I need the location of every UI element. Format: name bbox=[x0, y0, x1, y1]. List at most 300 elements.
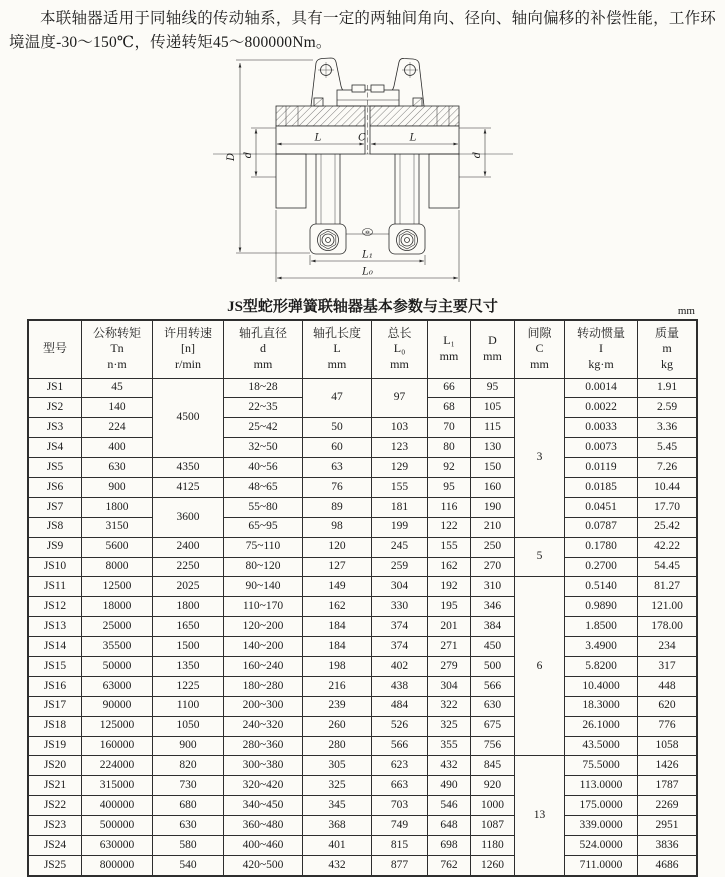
table-cell: 25000 bbox=[82, 617, 153, 637]
table-cell: 711.0000 bbox=[565, 855, 638, 875]
table-cell: 749 bbox=[372, 816, 428, 836]
table-row bbox=[28, 597, 697, 617]
table-cell: 400~460 bbox=[224, 836, 303, 856]
table-cell: 240~320 bbox=[224, 716, 303, 736]
table-cell: 160 bbox=[471, 477, 515, 497]
model-cell: JS17 bbox=[28, 696, 82, 716]
table-cell: 18000 bbox=[82, 597, 153, 617]
column-header: 质量 m kg bbox=[638, 320, 698, 378]
table-cell: 127 bbox=[303, 557, 372, 577]
table-row bbox=[28, 676, 697, 696]
table-cell: 12500 bbox=[82, 577, 153, 597]
model-cell: JS21 bbox=[28, 776, 82, 796]
table-cell: 245 bbox=[372, 537, 428, 557]
model-cell: JS18 bbox=[28, 716, 82, 736]
table-cell: 1260 bbox=[471, 855, 515, 875]
table-cell: 0.0185 bbox=[565, 477, 638, 497]
table-cell: 121.00 bbox=[638, 597, 698, 617]
table-cell: 130 bbox=[471, 438, 515, 458]
table-cell: 1225 bbox=[153, 676, 224, 696]
table-head bbox=[28, 320, 697, 378]
table-cell: 160000 bbox=[82, 736, 153, 756]
table-cell: 1500 bbox=[153, 637, 224, 657]
table-cell: 815 bbox=[372, 836, 428, 856]
model-cell: JS23 bbox=[28, 816, 82, 836]
table-cell: 401 bbox=[303, 836, 372, 856]
column-header: D mm bbox=[471, 320, 515, 378]
table-row bbox=[28, 557, 697, 577]
table-cell: 524.0000 bbox=[565, 836, 638, 856]
table-title: JS型蛇形弹簧联轴器基本参数与主要尺寸 bbox=[227, 299, 498, 316]
table-cell: 305 bbox=[303, 756, 372, 776]
table-cell: 5.45 bbox=[638, 438, 698, 458]
table-cell: 1100 bbox=[153, 696, 224, 716]
table-cell: 0.0014 bbox=[565, 378, 638, 398]
table-cell: 210 bbox=[471, 517, 515, 537]
table-cell: 0.0119 bbox=[565, 458, 638, 478]
table-cell: 6 bbox=[515, 577, 565, 756]
table-cell: 500000 bbox=[82, 816, 153, 836]
column-header: 型号 bbox=[28, 320, 82, 378]
model-cell: JS5 bbox=[28, 458, 82, 478]
dim-label-C: C bbox=[357, 132, 366, 144]
table-cell: 374 bbox=[372, 617, 428, 637]
table-cell: 162 bbox=[303, 597, 372, 617]
table-cell: 55~80 bbox=[224, 497, 303, 517]
table-cell: 125000 bbox=[82, 716, 153, 736]
table-cell: 2025 bbox=[153, 577, 224, 597]
table-cell: 40~56 bbox=[224, 458, 303, 478]
table-cell: 195 bbox=[428, 597, 471, 617]
table-cell: 630 bbox=[82, 458, 153, 478]
table-cell: 35500 bbox=[82, 637, 153, 657]
table-cell: 4350 bbox=[153, 458, 224, 478]
table-cell: 877 bbox=[372, 855, 428, 875]
table-row bbox=[28, 517, 697, 537]
table-row bbox=[28, 776, 697, 796]
model-cell: JS15 bbox=[28, 657, 82, 677]
table-cell: 420~500 bbox=[224, 855, 303, 875]
table-row bbox=[28, 637, 697, 657]
table-cell: 2250 bbox=[153, 557, 224, 577]
table-cell: 1058 bbox=[638, 736, 698, 756]
table-cell: 5 bbox=[515, 537, 565, 577]
table-cell: 250 bbox=[471, 537, 515, 557]
dim-label-d-left: d bbox=[242, 151, 254, 159]
table-cell: 1787 bbox=[638, 776, 698, 796]
table-cell: 155 bbox=[428, 537, 471, 557]
intro-paragraph: 本联轴器适用于同轴线的传动轴系，具有一定的两轴间角向、径向、轴向偏移的补偿性能，工作环境温度-30～150℃，传递转矩45～800000Nm。 bbox=[9, 10, 716, 52]
table-cell: 2.59 bbox=[638, 398, 698, 418]
model-cell: JS8 bbox=[28, 517, 82, 537]
table-cell: 2951 bbox=[638, 816, 698, 836]
table-cell: 129 bbox=[372, 458, 428, 478]
table-body bbox=[28, 378, 697, 876]
table-cell: 432 bbox=[428, 756, 471, 776]
table-cell: 432 bbox=[303, 855, 372, 875]
table-cell: 310 bbox=[471, 577, 515, 597]
table-cell: 200~300 bbox=[224, 696, 303, 716]
table-cell: 110~170 bbox=[224, 597, 303, 617]
table-cell: 325 bbox=[303, 776, 372, 796]
table-cell: 4686 bbox=[638, 855, 698, 875]
table-cell: 1087 bbox=[471, 816, 515, 836]
column-header: 总长 L₀ mm bbox=[372, 320, 428, 378]
dim-label-D: D bbox=[225, 153, 237, 162]
table-cell: 2400 bbox=[153, 537, 224, 557]
table-cell: 580 bbox=[153, 836, 224, 856]
table-cell: 224 bbox=[82, 418, 153, 438]
table-cell: 5.8200 bbox=[565, 657, 638, 677]
table-cell: 259 bbox=[372, 557, 428, 577]
table-cell: 0.5140 bbox=[565, 577, 638, 597]
model-cell: JS25 bbox=[28, 855, 82, 875]
table-cell: 65~95 bbox=[224, 517, 303, 537]
table-row bbox=[28, 855, 697, 875]
table-cell: 620 bbox=[638, 696, 698, 716]
table-cell: 26.1000 bbox=[565, 716, 638, 736]
table-cell: 103 bbox=[372, 418, 428, 438]
table-row bbox=[28, 736, 697, 756]
table-cell: 224000 bbox=[82, 756, 153, 776]
table-cell: 1000 bbox=[471, 796, 515, 816]
column-header: 轴孔直径 d mm bbox=[224, 320, 303, 378]
unit-note: mm bbox=[677, 305, 695, 318]
table-cell: 776 bbox=[638, 716, 698, 736]
table-cell: 63000 bbox=[82, 676, 153, 696]
table-cell: 663 bbox=[372, 776, 428, 796]
table-cell: 280~360 bbox=[224, 736, 303, 756]
table-cell: 140~200 bbox=[224, 637, 303, 657]
table-cell: 330 bbox=[372, 597, 428, 617]
table-header-row bbox=[28, 320, 697, 378]
table-cell: 322 bbox=[428, 696, 471, 716]
table-cell: 900 bbox=[82, 477, 153, 497]
table-cell: 566 bbox=[471, 676, 515, 696]
table-cell: 566 bbox=[372, 736, 428, 756]
table-cell: 178.00 bbox=[638, 617, 698, 637]
table-cell: 7.26 bbox=[638, 458, 698, 478]
table-cell: 68 bbox=[428, 398, 471, 418]
table-cell: 70 bbox=[428, 418, 471, 438]
table-cell: 123 bbox=[372, 438, 428, 458]
table-cell: 1.8500 bbox=[565, 617, 638, 637]
table-cell: 279 bbox=[428, 657, 471, 677]
model-cell: JS9 bbox=[28, 537, 82, 557]
table-cell: 317 bbox=[638, 657, 698, 677]
coupling-drawing bbox=[213, 56, 513, 294]
table-cell: 184 bbox=[303, 617, 372, 637]
table-row bbox=[28, 497, 697, 517]
table-cell: 181 bbox=[372, 497, 428, 517]
table-row bbox=[28, 577, 697, 597]
column-header: 转动惯量 I kg·m bbox=[565, 320, 638, 378]
model-cell: JS11 bbox=[28, 577, 82, 597]
table-cell: 0.0451 bbox=[565, 497, 638, 517]
table-cell: 198 bbox=[303, 657, 372, 677]
table-cell: 66 bbox=[428, 378, 471, 398]
table-cell: 80~120 bbox=[224, 557, 303, 577]
table-cell: 81.27 bbox=[638, 577, 698, 597]
table-cell: 92 bbox=[428, 458, 471, 478]
table-cell: 526 bbox=[372, 716, 428, 736]
table-cell: 271 bbox=[428, 637, 471, 657]
table-cell: 149 bbox=[303, 577, 372, 597]
table-cell: 76 bbox=[303, 477, 372, 497]
table-cell: 1800 bbox=[153, 597, 224, 617]
table-cell: 1426 bbox=[638, 756, 698, 776]
table-cell: 304 bbox=[428, 676, 471, 696]
table-cell: 17.70 bbox=[638, 497, 698, 517]
model-cell: JS13 bbox=[28, 617, 82, 637]
table-row bbox=[28, 796, 697, 816]
table-cell: 4500 bbox=[153, 378, 224, 458]
table-cell: 18.3000 bbox=[565, 696, 638, 716]
table-cell: 75.5000 bbox=[565, 756, 638, 776]
table-cell: 116 bbox=[428, 497, 471, 517]
table-cell: 239 bbox=[303, 696, 372, 716]
table-cell: 345 bbox=[303, 796, 372, 816]
model-cell: JS10 bbox=[28, 557, 82, 577]
table-cell: 115 bbox=[471, 418, 515, 438]
table-cell: 3600 bbox=[153, 497, 224, 537]
table-cell: 900 bbox=[153, 736, 224, 756]
table-row bbox=[28, 418, 697, 438]
table-row bbox=[28, 696, 697, 716]
table-cell: 45 bbox=[82, 378, 153, 398]
table-row bbox=[28, 756, 697, 776]
model-cell: JS14 bbox=[28, 637, 82, 657]
table-row bbox=[28, 378, 697, 398]
table-row bbox=[28, 716, 697, 736]
table-cell: 400 bbox=[82, 438, 153, 458]
table-cell: 630 bbox=[153, 816, 224, 836]
table-cell: 180~280 bbox=[224, 676, 303, 696]
model-cell: JS16 bbox=[28, 676, 82, 696]
table-cell: 0.1780 bbox=[565, 537, 638, 557]
table-row bbox=[28, 458, 697, 478]
table-cell: 490 bbox=[428, 776, 471, 796]
model-cell: JS3 bbox=[28, 418, 82, 438]
table-cell: 22~35 bbox=[224, 398, 303, 418]
table-cell: 90~140 bbox=[224, 577, 303, 597]
table-row bbox=[28, 836, 697, 856]
table-cell: 0.0073 bbox=[565, 438, 638, 458]
table-cell: 140 bbox=[82, 398, 153, 418]
model-cell: JS12 bbox=[28, 597, 82, 617]
model-cell: JS22 bbox=[28, 796, 82, 816]
table-cell: 95 bbox=[471, 378, 515, 398]
table-cell: 216 bbox=[303, 676, 372, 696]
table-cell: 60 bbox=[303, 438, 372, 458]
table-title-row bbox=[0, 296, 725, 318]
column-header: 间隙 C mm bbox=[515, 320, 565, 378]
table-cell: 184 bbox=[303, 637, 372, 657]
dim-label-d-right: d bbox=[471, 151, 483, 159]
table-cell: 756 bbox=[471, 736, 515, 756]
table-cell: 270 bbox=[471, 557, 515, 577]
table-cell: 42.22 bbox=[638, 537, 698, 557]
table-cell: 80 bbox=[428, 438, 471, 458]
table-row bbox=[28, 537, 697, 557]
model-cell: JS6 bbox=[28, 477, 82, 497]
table-cell: 25.42 bbox=[638, 517, 698, 537]
table-cell: 201 bbox=[428, 617, 471, 637]
table-cell: 113.0000 bbox=[565, 776, 638, 796]
table-cell: 54.45 bbox=[638, 557, 698, 577]
table-cell: 48~65 bbox=[224, 477, 303, 497]
table-cell: 8000 bbox=[82, 557, 153, 577]
table-cell: 675 bbox=[471, 716, 515, 736]
table-cell: 0.0022 bbox=[565, 398, 638, 418]
table-cell: 384 bbox=[471, 617, 515, 637]
table-cell: 89 bbox=[303, 497, 372, 517]
table-cell: 820 bbox=[153, 756, 224, 776]
spec-table bbox=[27, 319, 698, 877]
table-cell: 122 bbox=[428, 517, 471, 537]
table-cell: 402 bbox=[372, 657, 428, 677]
table-cell: 2269 bbox=[638, 796, 698, 816]
model-cell: JS4 bbox=[28, 438, 82, 458]
model-cell: JS1 bbox=[28, 378, 82, 398]
table-cell: 120 bbox=[303, 537, 372, 557]
table-cell: 95 bbox=[428, 477, 471, 497]
table-cell: 1650 bbox=[153, 617, 224, 637]
column-header: 许用转速 [n] r/min bbox=[153, 320, 224, 378]
table-cell: 192 bbox=[428, 577, 471, 597]
column-header: 轴孔长度 L mm bbox=[303, 320, 372, 378]
table-cell: 0.2700 bbox=[565, 557, 638, 577]
table-cell: 920 bbox=[471, 776, 515, 796]
model-cell: JS7 bbox=[28, 497, 82, 517]
table-cell: 0.0787 bbox=[565, 517, 638, 537]
table-cell: 3.36 bbox=[638, 418, 698, 438]
table-cell: 355 bbox=[428, 736, 471, 756]
table-cell: 47 bbox=[303, 378, 372, 418]
model-cell: JS20 bbox=[28, 756, 82, 776]
table-cell: 3150 bbox=[82, 517, 153, 537]
table-cell: 1050 bbox=[153, 716, 224, 736]
dim-label-L1: L₁ bbox=[361, 249, 373, 261]
table-cell: 845 bbox=[471, 756, 515, 776]
table-cell: 260 bbox=[303, 716, 372, 736]
table-cell: 150 bbox=[471, 458, 515, 478]
table-cell: 3836 bbox=[638, 836, 698, 856]
table-cell: 10.4000 bbox=[565, 676, 638, 696]
table-cell: 190 bbox=[471, 497, 515, 517]
table-cell: 63 bbox=[303, 458, 372, 478]
table-cell: 1800 bbox=[82, 497, 153, 517]
table-cell: 43.5000 bbox=[565, 736, 638, 756]
table-row bbox=[28, 816, 697, 836]
table-cell: 374 bbox=[372, 637, 428, 657]
table-cell: 3 bbox=[515, 378, 565, 537]
table-cell: 730 bbox=[153, 776, 224, 796]
table-cell: 160~240 bbox=[224, 657, 303, 677]
table-cell: 339.0000 bbox=[565, 816, 638, 836]
table-cell: 540 bbox=[153, 855, 224, 875]
table-cell: 175.0000 bbox=[565, 796, 638, 816]
table-cell: 648 bbox=[428, 816, 471, 836]
table-row bbox=[28, 657, 697, 677]
table-cell: 304 bbox=[372, 577, 428, 597]
table-cell: 162 bbox=[428, 557, 471, 577]
table-cell: 280 bbox=[303, 736, 372, 756]
table-cell: 75~110 bbox=[224, 537, 303, 557]
coupling-drawing-svg bbox=[213, 56, 513, 289]
table-cell: 90000 bbox=[82, 696, 153, 716]
table-cell: 32~50 bbox=[224, 438, 303, 458]
column-header: 公称转矩 Tn n·m bbox=[82, 320, 153, 378]
table-cell: 50000 bbox=[82, 657, 153, 677]
table-cell: 546 bbox=[428, 796, 471, 816]
table-cell: 360~480 bbox=[224, 816, 303, 836]
table-cell: 3.4900 bbox=[565, 637, 638, 657]
model-cell: JS2 bbox=[28, 398, 82, 418]
table-cell: 5600 bbox=[82, 537, 153, 557]
table-cell: 346 bbox=[471, 597, 515, 617]
table-row bbox=[28, 438, 697, 458]
table-cell: 400000 bbox=[82, 796, 153, 816]
dim-label-L-right: L bbox=[409, 132, 416, 144]
table-cell: 199 bbox=[372, 517, 428, 537]
table-cell: 368 bbox=[303, 816, 372, 836]
table-row bbox=[28, 477, 697, 497]
table-cell: 300~380 bbox=[224, 756, 303, 776]
table-cell: 448 bbox=[638, 676, 698, 696]
table-cell: 234 bbox=[638, 637, 698, 657]
table-cell: 450 bbox=[471, 637, 515, 657]
table-cell: 630 bbox=[471, 696, 515, 716]
table-cell: 315000 bbox=[82, 776, 153, 796]
table-cell: 13 bbox=[515, 756, 565, 876]
table-cell: 4125 bbox=[153, 477, 224, 497]
model-cell: JS24 bbox=[28, 836, 82, 856]
table-cell: 680 bbox=[153, 796, 224, 816]
table-cell: 800000 bbox=[82, 855, 153, 875]
table-cell: 630000 bbox=[82, 836, 153, 856]
table-cell: 97 bbox=[372, 378, 428, 418]
table-cell: 340~450 bbox=[224, 796, 303, 816]
table-cell: 438 bbox=[372, 676, 428, 696]
table-cell: 25~42 bbox=[224, 418, 303, 438]
table-cell: 0.0033 bbox=[565, 418, 638, 438]
table-cell: 325 bbox=[428, 716, 471, 736]
dim-label-L-left: L bbox=[314, 132, 321, 144]
table-cell: 105 bbox=[471, 398, 515, 418]
dim-label-L0: L₀ bbox=[361, 266, 373, 278]
table-cell: 120~200 bbox=[224, 617, 303, 637]
table-cell: 623 bbox=[372, 756, 428, 776]
table-cell: 50 bbox=[303, 418, 372, 438]
table-cell: 703 bbox=[372, 796, 428, 816]
table-cell: 18~28 bbox=[224, 378, 303, 398]
table-row bbox=[28, 617, 697, 637]
table-cell: 0.9890 bbox=[565, 597, 638, 617]
table-cell: 484 bbox=[372, 696, 428, 716]
table-cell: 98 bbox=[303, 517, 372, 537]
column-header: L₁ mm bbox=[428, 320, 471, 378]
table-cell: 762 bbox=[428, 855, 471, 875]
table-cell: 155 bbox=[372, 477, 428, 497]
table-cell: 10.44 bbox=[638, 477, 698, 497]
table-cell: 500 bbox=[471, 657, 515, 677]
table-cell: 1350 bbox=[153, 657, 224, 677]
table-cell: 698 bbox=[428, 836, 471, 856]
table-cell: 1180 bbox=[471, 836, 515, 856]
model-cell: JS19 bbox=[28, 736, 82, 756]
table-cell: 320~420 bbox=[224, 776, 303, 796]
